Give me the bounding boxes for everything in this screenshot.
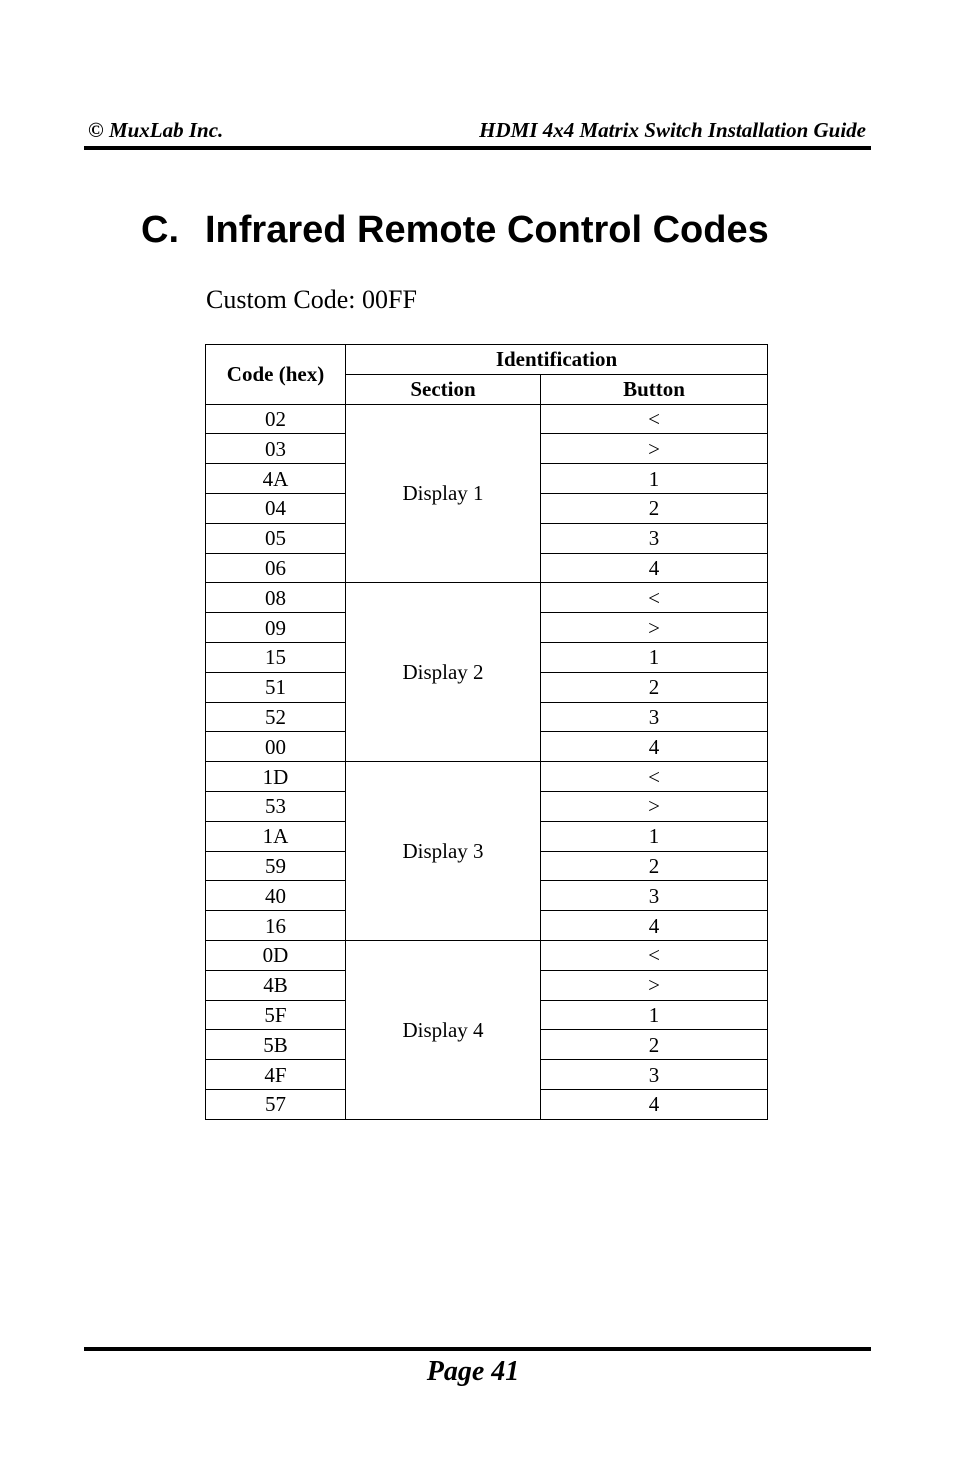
- code-cell: 15: [206, 642, 346, 672]
- custom-code-text: Custom Code: 00FF: [206, 285, 417, 314]
- button-cell: 4: [541, 911, 768, 941]
- button-cell: >: [541, 434, 768, 464]
- table-row: [206, 940, 768, 970]
- button-cell: >: [541, 613, 768, 643]
- code-cell: 0D: [206, 940, 346, 970]
- page-number: Page 41: [426, 1356, 520, 1387]
- code-cell: 06: [206, 553, 346, 583]
- button-cell: 2: [541, 851, 768, 881]
- header-code: Code (hex): [206, 345, 346, 405]
- button-cell: >: [541, 970, 768, 1000]
- button-cell: 1: [541, 1000, 768, 1030]
- button-cell: 2: [541, 1030, 768, 1060]
- code-cell: 5B: [206, 1030, 346, 1060]
- header-identification: Identification: [346, 345, 768, 375]
- code-cell: 08: [206, 583, 346, 613]
- button-cell: <: [541, 762, 768, 792]
- header-rule: [84, 146, 871, 150]
- button-cell: 2: [541, 672, 768, 702]
- button-cell: 4: [541, 1089, 768, 1119]
- section-title: Infrared Remote Control Codes: [205, 209, 769, 251]
- button-cell: 2: [541, 493, 768, 523]
- code-cell: 51: [206, 672, 346, 702]
- button-cell: 1: [541, 464, 768, 494]
- section-cell: Display 2: [346, 583, 541, 762]
- section-cell: Display 3: [346, 762, 541, 941]
- button-cell: 3: [541, 702, 768, 732]
- code-cell: 16: [206, 911, 346, 941]
- code-cell: 03: [206, 434, 346, 464]
- table-row: [206, 762, 768, 792]
- code-cell: 4F: [206, 1060, 346, 1090]
- code-cell: 4A: [206, 464, 346, 494]
- code-cell: 52: [206, 702, 346, 732]
- button-cell: 4: [541, 553, 768, 583]
- code-cell: 57: [206, 1089, 346, 1119]
- header-button: Button: [541, 374, 768, 404]
- code-cell: 04: [206, 493, 346, 523]
- code-cell: 05: [206, 523, 346, 553]
- header-guide-title: HDMI 4x4 Matrix Switch Installation Guide: [479, 118, 866, 142]
- button-cell: 3: [541, 881, 768, 911]
- ir-codes-table: [205, 344, 768, 1120]
- page-header: [84, 116, 870, 144]
- code-cell: 02: [206, 404, 346, 434]
- code-cell: 5F: [206, 1000, 346, 1030]
- section-cell: Display 1: [346, 404, 541, 583]
- button-cell: 1: [541, 821, 768, 851]
- code-cell: 00: [206, 732, 346, 762]
- section-heading: [141, 207, 769, 253]
- code-cell: 53: [206, 791, 346, 821]
- header-copyright: © MuxLab Inc.: [88, 118, 224, 142]
- button-cell: <: [541, 404, 768, 434]
- button-cell: >: [541, 791, 768, 821]
- codes-table-body: [206, 404, 768, 1119]
- button-cell: 4: [541, 732, 768, 762]
- code-cell: 1A: [206, 821, 346, 851]
- button-cell: 3: [541, 1060, 768, 1090]
- button-cell: 1: [541, 642, 768, 672]
- footer-rule: [84, 1347, 871, 1351]
- button-cell: <: [541, 583, 768, 613]
- table-row: [206, 583, 768, 613]
- code-cell: 09: [206, 613, 346, 643]
- code-cell: 4B: [206, 970, 346, 1000]
- header-section: Section: [346, 374, 541, 404]
- table-row: [206, 404, 768, 434]
- code-cell: 1D: [206, 762, 346, 792]
- button-cell: 3: [541, 523, 768, 553]
- button-cell: <: [541, 940, 768, 970]
- code-cell: 40: [206, 881, 346, 911]
- section-letter: C.: [141, 209, 179, 251]
- section-cell: Display 4: [346, 940, 541, 1119]
- code-cell: 59: [206, 851, 346, 881]
